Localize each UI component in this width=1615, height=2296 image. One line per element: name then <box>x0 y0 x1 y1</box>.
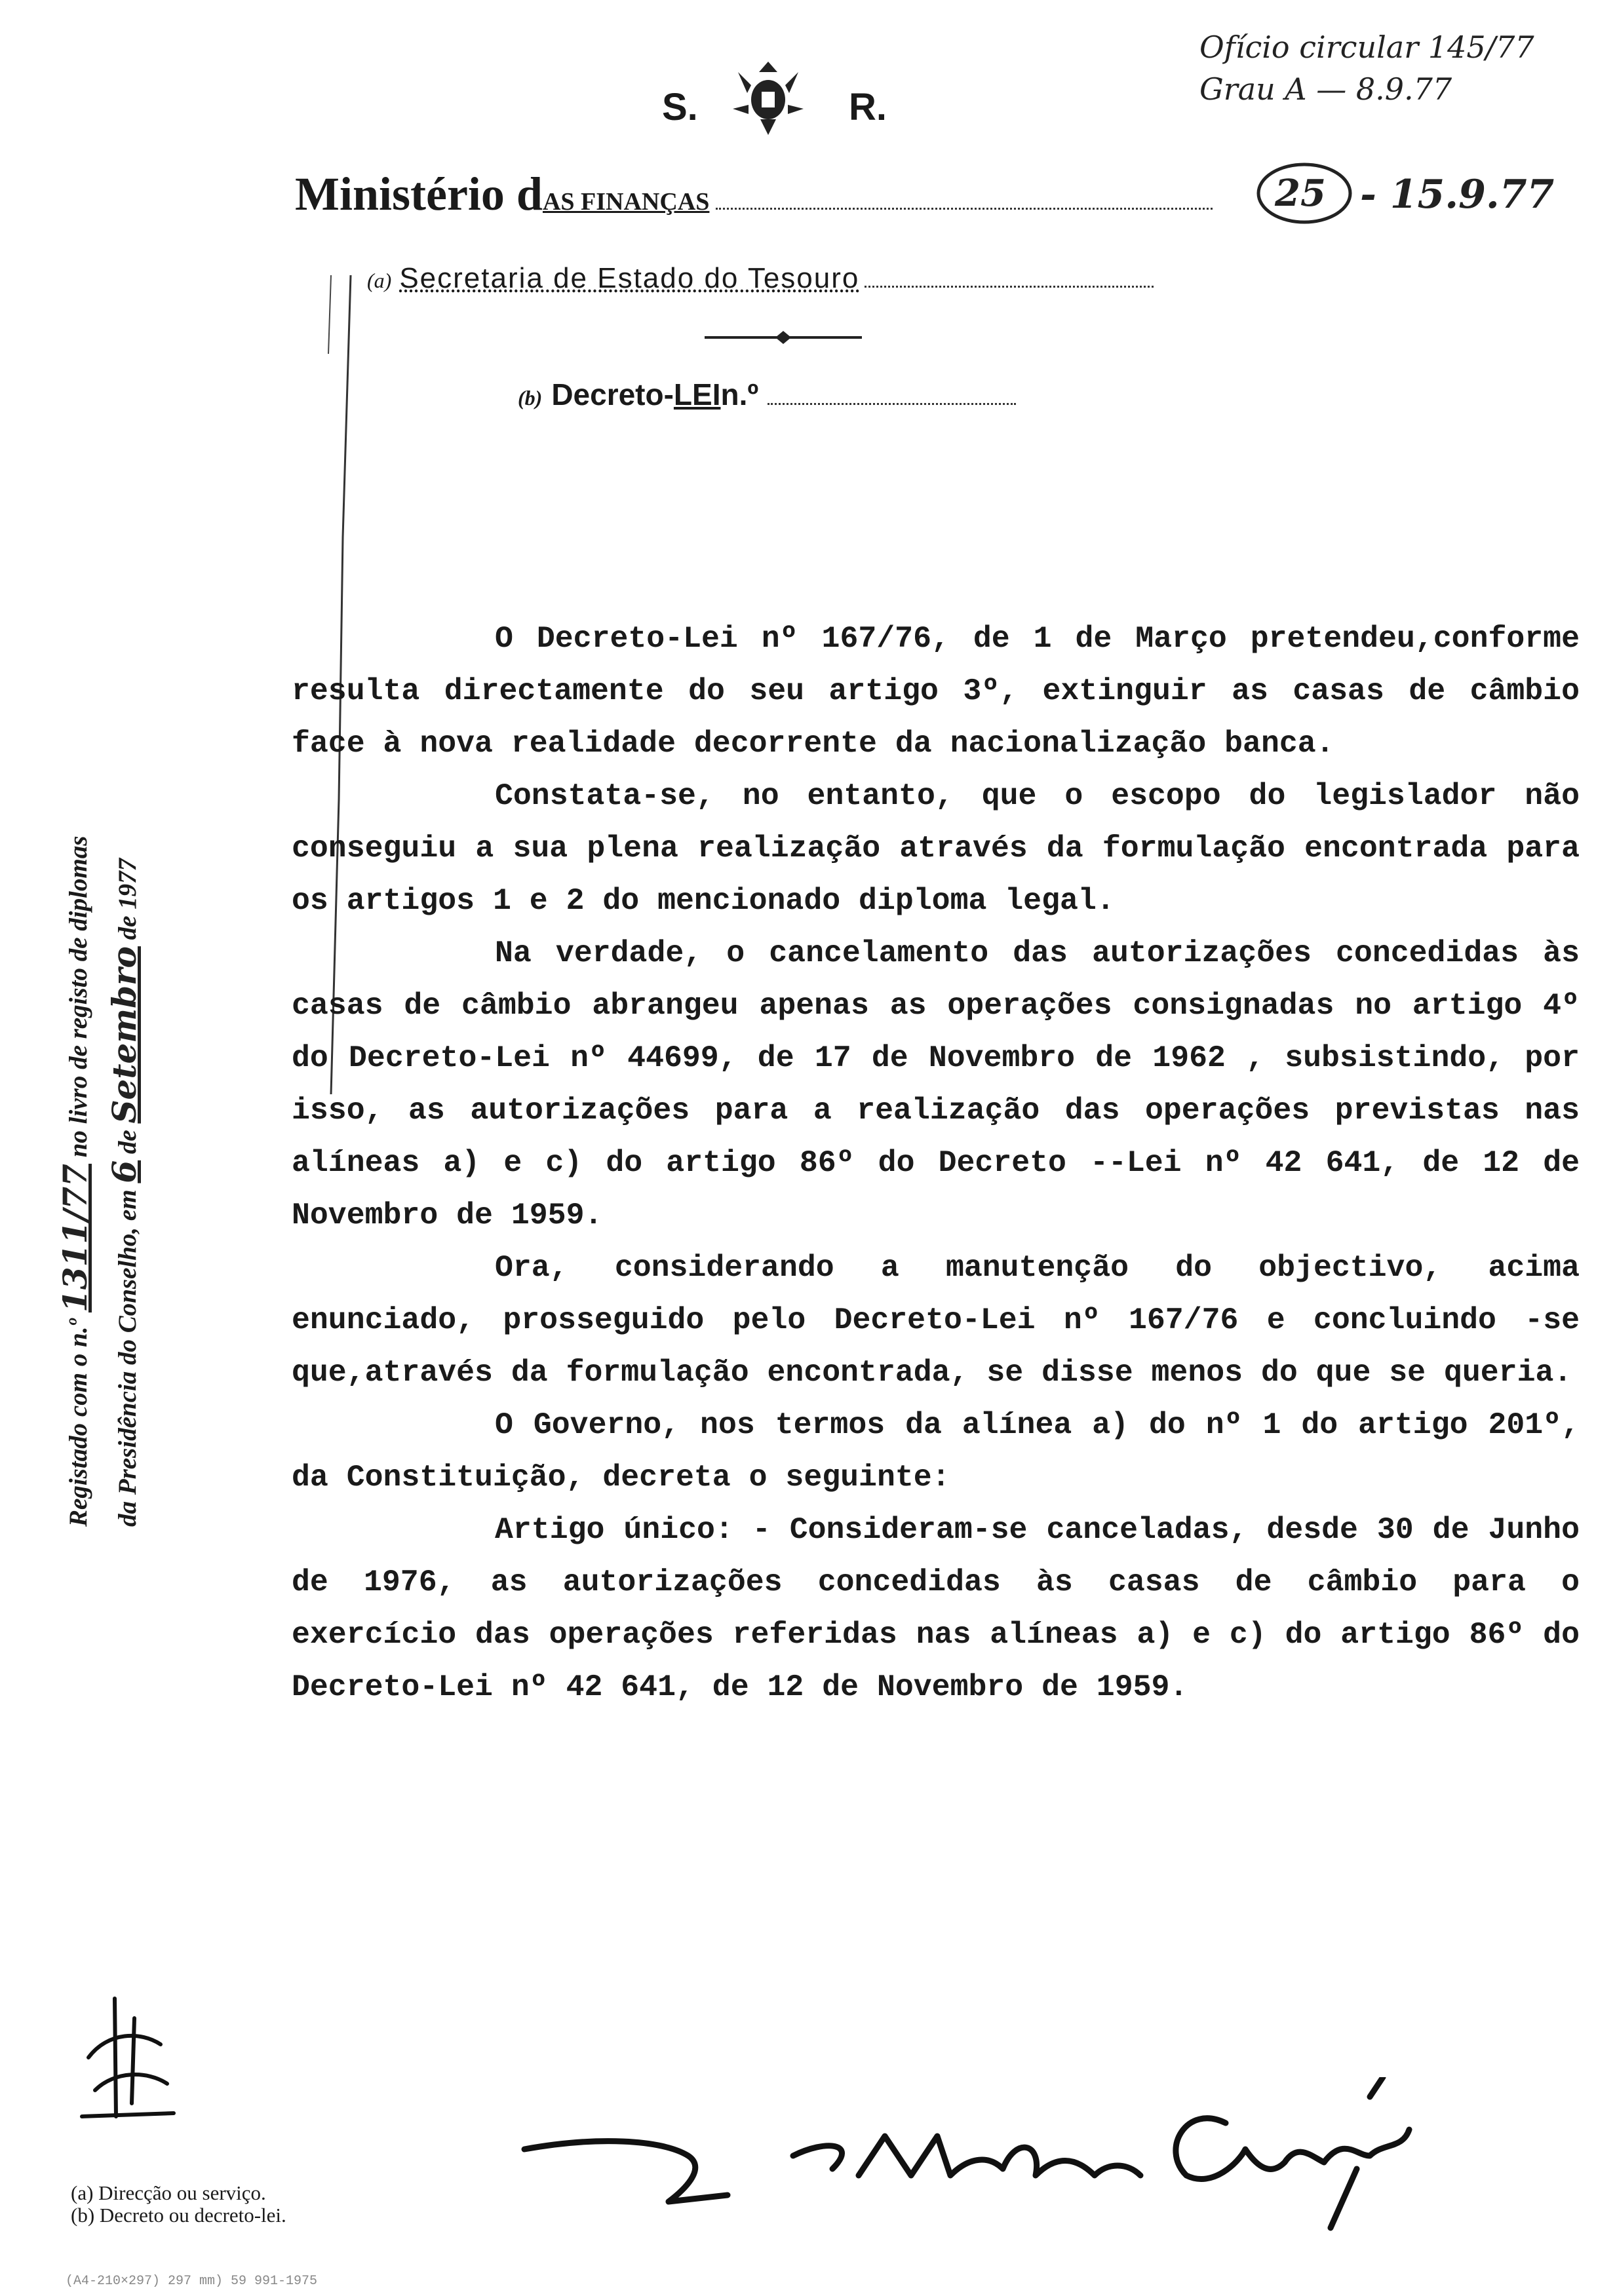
decree-line <box>518 377 1016 412</box>
handwritten-circular-line: Ofício circular 145/77 <box>1199 29 1534 65</box>
secretaria-name: Secretaria de Estado do Tesouro <box>399 262 860 294</box>
paragraph-enactment: O Governo, nos termos da alínea a) do nº 1 do artigo 201º, da Constituição, decreta o seguinte: <box>292 1407 1580 1495</box>
paragraph-explanation: Na verdade, o cancelamento das autorizações concedidas às casas de câmbio abrangeu apenas as operações consignadas no artigo 4º do Decreto-Lei nº 44699, de 17 de Novembro de 1962 , subsistindo, por isso, as autorizações para a realização das operações previstas nas alíneas a) e c) do artigo 86º do Decreto --Lei nº 42 641, de 12 de Novembro de 1959. <box>292 936 1580 1233</box>
ministry-dotted-line <box>716 175 1213 210</box>
registration-day: 6 <box>105 1160 144 1183</box>
footnote-a: (a) Direcção ou serviço. <box>71 2181 266 2204</box>
registration-note-line-2: da Presidência do Conselho, em 6 de Setembro de 1977 <box>105 858 144 1527</box>
secretaria-dotted-line <box>865 266 1154 288</box>
decree-footnote-marker: (b) <box>518 386 543 410</box>
header-letter-r: R. <box>849 86 887 128</box>
decree-type: LEI <box>673 377 721 411</box>
handwritten-grade-line: Grau A — 8.9.77 <box>1199 71 1452 107</box>
registration-month: Setembro <box>105 946 144 1124</box>
ministry-line <box>295 167 1213 221</box>
paragraph-finding: Constata-se, no entanto, que o escopo do legislador não conseguiu a sua plena realização através da formulação encontrada para os artigos 1 e 2 do mencionado diploma legal. <box>292 778 1580 918</box>
paragraph-consideration: Ora, considerando a manutenção do objectivo, acima enunciado, prosseguido pelo Decreto-Lei nº 167/76 e concluindo -se que,através da formulação encontrada, se disse menos do que se queria. <box>292 1250 1580 1390</box>
secretaria-footnote-marker: (a) <box>367 269 392 292</box>
registration-note-line-1: Registado com o n.º 1311/77 no livro de registo de diplomas <box>56 835 94 1527</box>
handwritten-date: - 15.9.77 <box>1360 172 1555 218</box>
coat-of-arms-icon <box>729 59 808 138</box>
registration-number: 1311/77 <box>56 1164 94 1313</box>
footnotes <box>71 2182 286 2227</box>
circled-number: 25 <box>1275 172 1326 215</box>
decree-body <box>292 613 1580 1713</box>
footnote-b: (b) Decreto ou decreto-lei. <box>71 2204 286 2227</box>
ministry-prefix: Ministério d <box>295 168 543 220</box>
decree-dotted-line <box>768 382 1016 405</box>
handwritten-reference <box>1199 26 1534 110</box>
ministry-name: AS FINANÇAS <box>542 188 710 216</box>
decree-number-label: n.º <box>720 377 759 411</box>
decree-prefix: Decreto- <box>551 377 674 411</box>
paragraph-single-article: Artigo único: - Consideram-se canceladas, desde 30 de Junho de 1976, as autorizações concedidas às casas de câmbio para o exercício das operações referidas nas alíneas a) e c) do artigo 86º do Decreto-Lei nº 42 641, de 12 de Novembro de 1959. <box>292 1512 1580 1704</box>
secretaria-line <box>367 262 1154 295</box>
initials-signature-icon <box>69 1992 180 2123</box>
paragraph-preamble: O Decreto-Lei nº 167/76, de 1 de Março pretendeu,conforme resulta directamente do seu artigo 3º, extinguir as casas de câmbio face à nova realidade decorrente da nacionalização banca. <box>292 621 1580 761</box>
registration-note <box>52 596 151 1527</box>
printer-code: (A4-210×297) 297 mm) 59 991-1975 <box>66 2274 318 2289</box>
signature-icon <box>518 2077 1455 2234</box>
header-letter-s: S. <box>662 86 698 128</box>
ornament-divider-icon <box>705 328 862 347</box>
